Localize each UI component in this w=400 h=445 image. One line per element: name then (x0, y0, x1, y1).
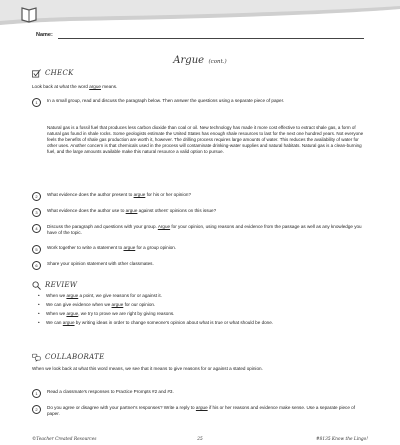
list-item: • We can give evidence when we argue for our opinion. (38, 302, 368, 308)
check-item-5: 5 Work together to write a statement to argue for a group opinion. (32, 245, 368, 254)
check-item-3: 3 What evidence does the author use to argue against others' opinions on this issue? (32, 208, 368, 217)
page-title (0, 50, 400, 68)
passage-paragraph: Natural gas is a fossil fuel that produces less carbon dioxide than coal or oil. New technology has made it more cost effective to extract shale gas, a form of natural gas found in shale rocks. Some geologists estimate the United States has enough shale resources to last for the next one hundred years. Not everyone feels the benefits of shale gas production are worth it, however. The drilling process requires large amounts of water. This reduces the availability of water for other uses. Another concern is that chemicals used in the process will contaminate drinking-water supplies and natural habitats. Natural gas is a clean-burning fuel, and the large amounts available make this natural resource a valid option to pursue. (47, 125, 364, 155)
check-item-1: 1 In a small group, read and discuss the paragraph below. Then answer the questions using a separate piece of paper. (32, 98, 368, 107)
speech-bubbles-icon (32, 353, 41, 362)
footer-copyright: ©Teacher Created Resources (32, 437, 97, 442)
collaborate-item-1: 1 Read a classmate's responses to Practice Prompts #2 and #3. (32, 389, 368, 398)
collaborate-intro: When we look back at what this word means, we see that it means to give reasons for or against a stated opinion. (32, 366, 263, 371)
collaborate-item-2: 2 Do you agree or disagree with your partner's responses? Write a reply to argue if his or her reasons and evidence make sense. Use a separate piece of paper. (32, 405, 368, 417)
title-cont: (cont.) (208, 59, 227, 65)
check-item-2: 2 What evidence does the author present to argue for his or her opinion? (32, 192, 368, 201)
check-title: CHECK (45, 69, 74, 77)
check-section-header (32, 68, 368, 78)
item-number: 1 (32, 98, 41, 107)
book-logo-icon (22, 8, 36, 22)
footer-book-title: #8135 Know the Lingo! (316, 437, 368, 442)
check-item-4: 4 Discuss the paragraph and questions with your group. Argue for your opinion, using reasons and evidence from the passage as well as any knowledge you have of the topic. (32, 224, 368, 236)
name-label: Name: (36, 32, 53, 38)
check-item-6: 6 Share your opinion statement with other classmates. (32, 261, 368, 270)
review-list (38, 293, 368, 329)
review-section-header (32, 280, 368, 290)
title-word: Argue (173, 55, 205, 66)
list-item: • We can argue by writing ideas in order to change someone's opinion about what is true or what should be done. (38, 320, 368, 326)
list-item: • When we argue a point, we give reasons for or against it. (38, 293, 368, 299)
collaborate-title: COLLABORATE (45, 353, 105, 361)
check-intro: Look back at what the word argue means. (32, 84, 118, 89)
name-field[interactable] (36, 32, 364, 44)
review-title: REVIEW (45, 281, 78, 289)
collaborate-section-header (32, 352, 368, 362)
list-item: • When we argue, we try to prove we are right by giving reasons. (38, 311, 368, 317)
magnifier-icon (32, 281, 41, 290)
name-line (58, 38, 364, 39)
footer-page-number: 25 (197, 437, 203, 442)
checkbox-icon (32, 69, 41, 78)
